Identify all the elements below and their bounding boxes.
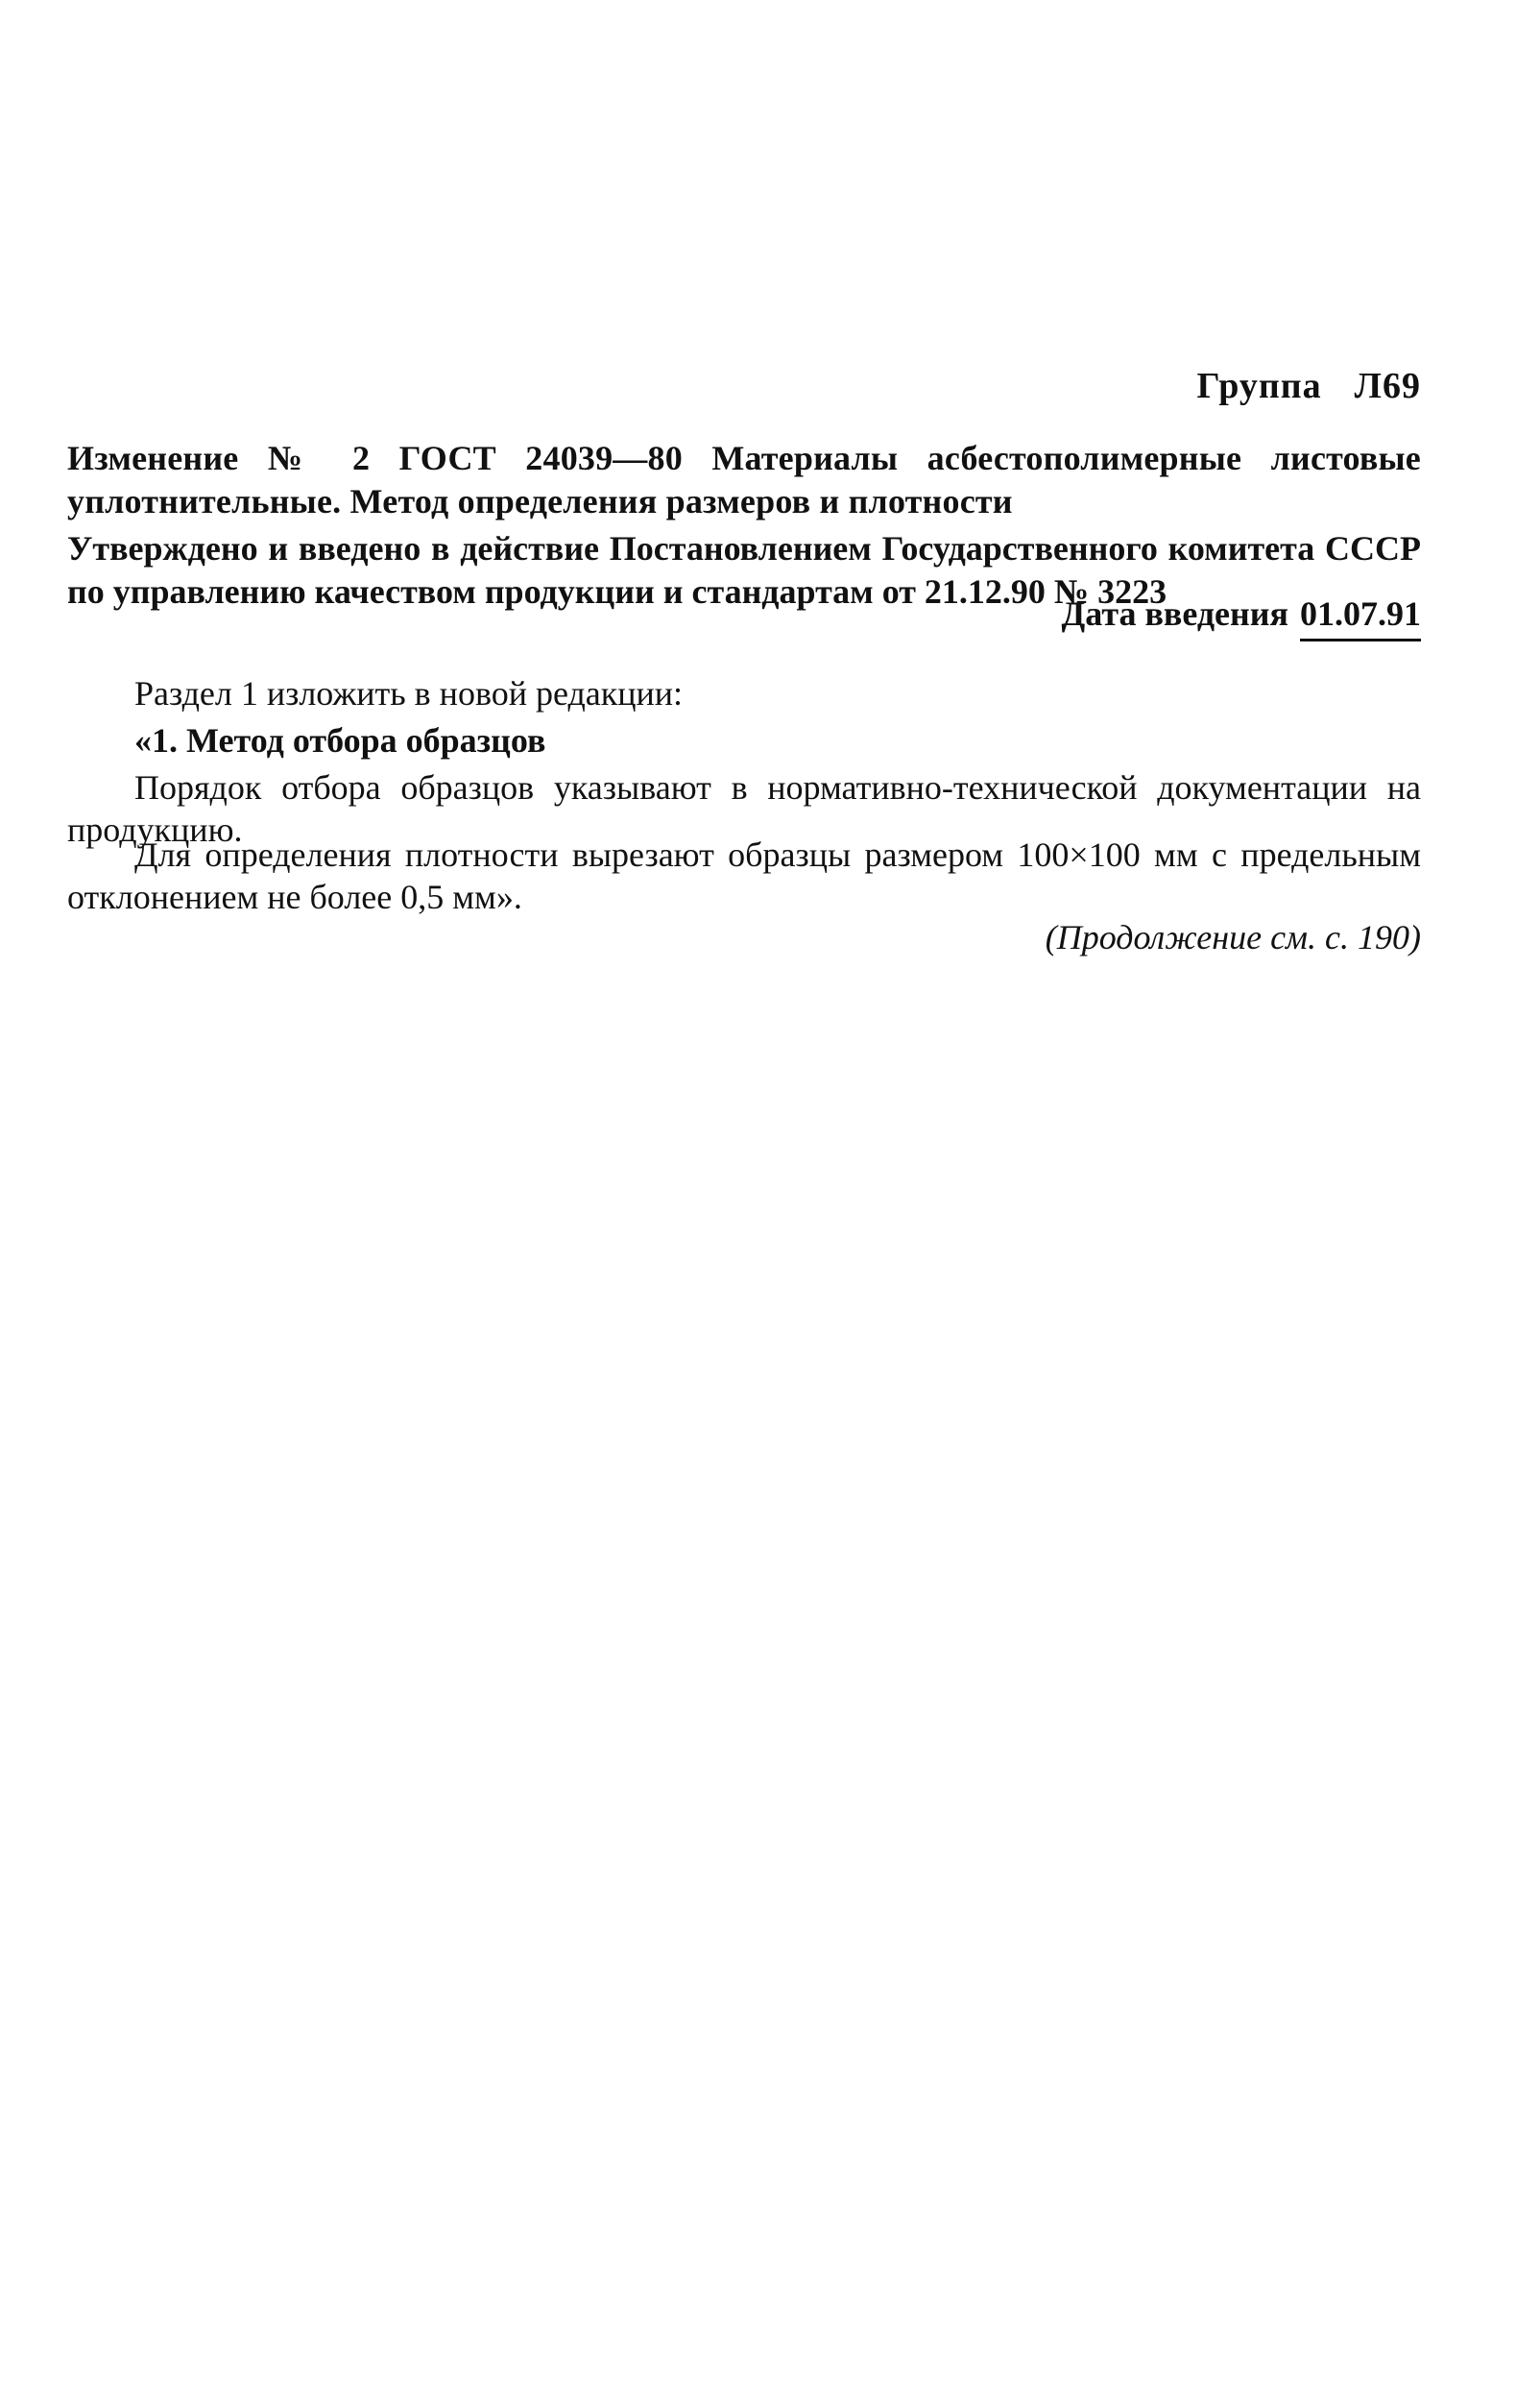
- group-code: Л69: [1354, 366, 1421, 406]
- continuation-note: (Продолжение см. с. 190): [1045, 918, 1421, 956]
- paragraph-sampling-order: Порядок отбора образцов указывают в нормативно-технической документации на продукцию.: [67, 768, 1421, 849]
- group-label-line: [1196, 365, 1421, 407]
- approval-statement: Утверждено и введено в действие Постановлением Государственного комитета СССР по управлению качеством продукции и стандартам от 21.12.90 № 3223: [67, 529, 1421, 611]
- document-title: Изменение № 2 ГОСТ 24039—80 Материалы асбестополимерные листовые уплотнительные. Метод определения размеров и плотности: [67, 439, 1421, 520]
- effective-date-label: Дата введения: [1061, 594, 1288, 633]
- section-heading: «1. Метод отбора образцов: [134, 721, 546, 760]
- group-label: Группа: [1196, 366, 1322, 406]
- effective-date-value: 01.07.91: [1300, 594, 1421, 641]
- section-intro: Раздел 1 изложить в новой редакции:: [134, 674, 684, 713]
- paragraph-sample-size: Для определения плотности вырезают образцы размером 100×100 мм с предельным отклонением не более 0,5 мм».: [67, 835, 1421, 916]
- effective-date-line: [1062, 593, 1422, 634]
